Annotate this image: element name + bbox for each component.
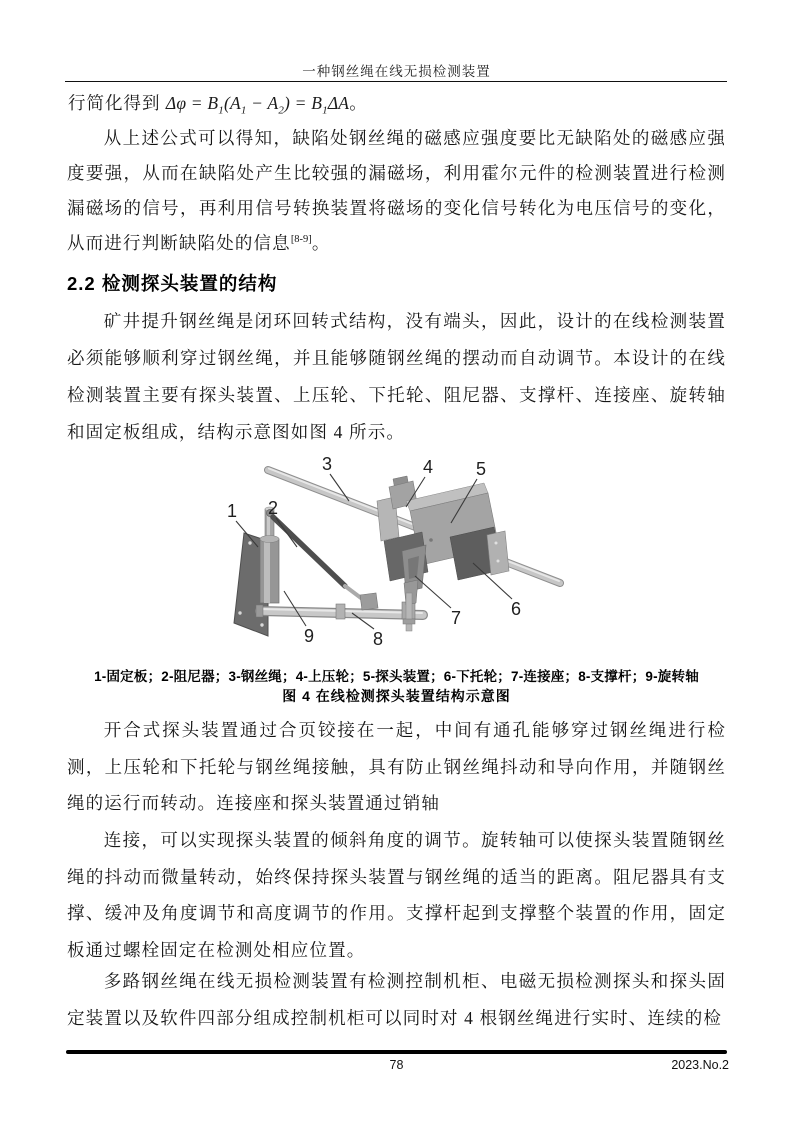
- figure-label-8: 8: [372, 629, 384, 649]
- figure-label-6: 6: [510, 599, 522, 619]
- paragraph-design: 矿井提升钢丝绳是闭环回转式结构，没有端头，因此，设计的在线检测装置必须能够顺利穿过钢丝绳，并且能够随钢丝绳的摆动而自动调节。本设计的在线检测装置主要有探头装置、上压轮、下托轮、阻尼器、支撑杆、连接座、旋转轴和固定板组成，结构示意图如图 4 所示。: [67, 311, 726, 442]
- figure-label-3: 3: [321, 454, 333, 474]
- section-heading: 2.2 检测探头装置的结构: [67, 273, 278, 294]
- paragraph-connection: 连接，可以实现探头装置的倾斜角度的调节。旋转轴可以使探头装置随钢丝绳的抖动而微量转动，始终保持探头装置与钢丝绳的适当的距离。阻尼器具有支撑、缓冲及角度调节和高度调节的作用。支撑杆起到支撑整个装置的作用，固定板通过螺栓固定在检测处相应位置。: [67, 830, 726, 960]
- figure-4-diagram: [163, 443, 641, 659]
- footer-rule: [66, 1050, 727, 1054]
- paragraph-deduction: [67, 121, 726, 261]
- paragraph-probe: 开合式探头装置通过合页铰接在一起，中间有通孔能够穿过钢丝绳进行检测，上压轮和下托轮与钢丝绳接触，具有防止钢丝绳抖动和导向作用，并随钢丝绳的运行而转动。连接座和探头装置通过销轴: [67, 720, 726, 813]
- support-rod-8: [256, 602, 423, 619]
- citation-ref: [8-9]: [290, 234, 312, 246]
- paragraph-multi: 多路钢丝绳在线无损检测装置有检测控制机柜、电磁无损检测探头和探头固定装置以及软件四部分组成控制机柜可以同时对 4 根钢丝绳进行实时、连续的检: [67, 971, 726, 1028]
- figure-label-9: 9: [303, 626, 315, 646]
- figure-label-7: 7: [450, 608, 462, 628]
- formula-suffix: 。: [349, 93, 368, 113]
- damper-2: [267, 510, 379, 611]
- side-plate-right: [487, 531, 509, 575]
- paragraph-tail: 。: [311, 233, 331, 253]
- figure-caption-parts: 1-固定板；2-阻尼器；3-钢丝绳；4-上压轮；5-探头装置；6-下托轮；7-连接座；8-支撑杆；9-旋转轴: [94, 669, 699, 684]
- figure-label-1: 1: [226, 501, 238, 521]
- formula-prefix: 行简化得到: [68, 93, 166, 113]
- issue-number: 2023.No.2: [671, 1058, 729, 1072]
- probe-device-schematic: [163, 443, 641, 659]
- running-title: 一种钢丝绳在线无损检测装置: [302, 64, 491, 79]
- page-number: 78: [389, 1058, 404, 1072]
- figure-label-5: 5: [475, 459, 487, 479]
- header-rule: [65, 81, 727, 82]
- probe-assembly: [377, 476, 509, 631]
- formula-line: [68, 90, 726, 117]
- figure-label-4: 4: [422, 457, 434, 477]
- paragraph-text: 从上述公式可以得知，缺陷处钢丝绳的磁感应强度要比无缺陷处的磁感应强度要强，从而在缺陷处产生比较强的漏磁场，利用霍尔元件的检测装置进行检测漏磁场的信号，再利用信号转换装置将磁场的变化信号转化为电压信号的变化，从而进行判断缺陷处的信息: [67, 128, 726, 253]
- figure-label-2: 2: [267, 498, 279, 518]
- figure-caption-title: 图 4 在线检测探头装置结构示意图: [282, 688, 511, 704]
- formula: $\Delta\varphi = B_1(A_1 - A_2) = B_1\Delta A$: [165, 93, 350, 117]
